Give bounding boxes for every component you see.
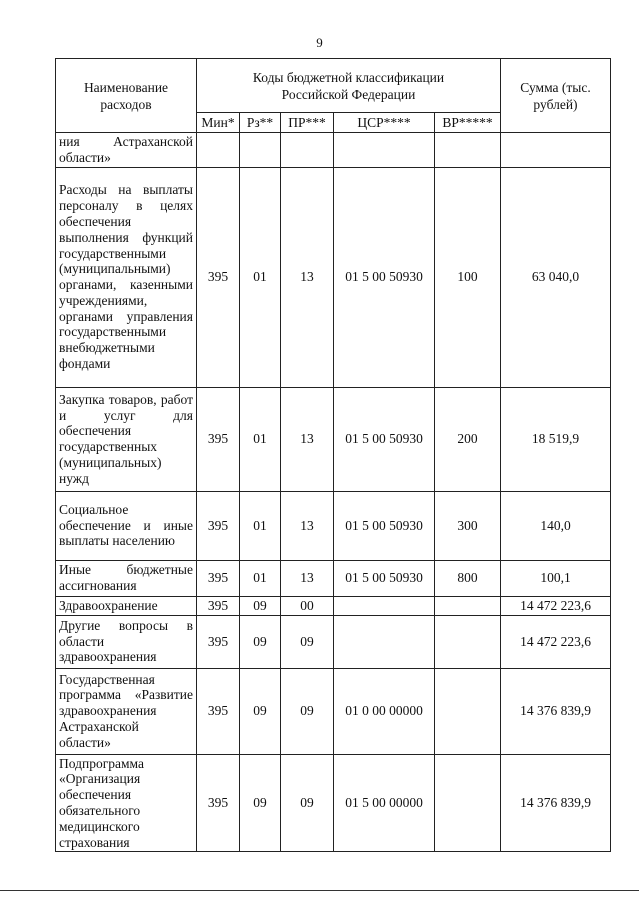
row-pr: 09 [281, 754, 334, 852]
header-min: Мин* [197, 113, 240, 133]
header-pr: ПР*** [281, 113, 334, 133]
table-row [56, 491, 611, 560]
row-amount: 14 376 839,9 [501, 754, 611, 852]
row-name: Расходы на выплаты персоналу в целях обеспечения выполнения функций государственными (муниципальными) органами, казенными учреждениями, органами управления государственными внебюджетными фондами [56, 167, 197, 387]
row-min: 395 [197, 615, 240, 668]
header-csr: ЦСР**** [334, 113, 435, 133]
row-rz: 01 [240, 491, 281, 560]
row-name: Другие вопросы в области здравоохранения [56, 615, 197, 668]
bottom-rule [0, 890, 639, 891]
row-amount: 14 472 223,6 [501, 596, 611, 615]
row-name: Закупка товаров, работ и услуг для обеспечения государственных (муниципальных) нужд [56, 387, 197, 491]
row-name: ния Астраханской области» [56, 133, 197, 168]
row-pr: 09 [281, 668, 334, 754]
row-rz: 09 [240, 668, 281, 754]
table-header [56, 59, 611, 133]
row-min: 395 [197, 560, 240, 596]
budget-table [55, 58, 611, 852]
row-amount [501, 133, 611, 168]
row-vr: 100 [435, 167, 501, 387]
row-csr: 01 5 00 50930 [334, 387, 435, 491]
row-vr [435, 615, 501, 668]
row-min: 395 [197, 387, 240, 491]
row-amount: 100,1 [501, 560, 611, 596]
row-rz: 01 [240, 560, 281, 596]
table-row [56, 596, 611, 615]
row-vr [435, 754, 501, 852]
row-amount: 14 376 839,9 [501, 668, 611, 754]
row-name: Государственная программа «Развитие здравоохранения Астраханской области» [56, 668, 197, 754]
row-pr: 13 [281, 560, 334, 596]
header-codes-group: Коды бюджетной классификации Российской Федерации [197, 59, 501, 113]
table-row [56, 668, 611, 754]
header-vr: ВР***** [435, 113, 501, 133]
row-rz: 01 [240, 167, 281, 387]
row-min: 395 [197, 491, 240, 560]
table-row [56, 387, 611, 491]
row-vr: 300 [435, 491, 501, 560]
row-vr: 200 [435, 387, 501, 491]
row-amount: 14 472 223,6 [501, 615, 611, 668]
row-csr [334, 596, 435, 615]
row-csr: 01 5 00 50930 [334, 167, 435, 387]
row-min: 395 [197, 668, 240, 754]
header-amount: Сумма (тыс. рублей) [501, 59, 611, 133]
row-vr [435, 596, 501, 615]
row-name: Здравоохранение [56, 596, 197, 615]
table-row [56, 560, 611, 596]
row-pr: 13 [281, 491, 334, 560]
row-min: 395 [197, 167, 240, 387]
page-number: 9 [316, 35, 323, 50]
table-row [56, 167, 611, 387]
row-amount: 63 040,0 [501, 167, 611, 387]
header-rz: Рз** [240, 113, 281, 133]
row-csr: 01 5 00 50930 [334, 560, 435, 596]
row-amount: 140,0 [501, 491, 611, 560]
row-vr [435, 668, 501, 754]
row-vr: 800 [435, 560, 501, 596]
header-name: Наименование расходов [56, 59, 197, 133]
row-csr: 01 5 00 50930 [334, 491, 435, 560]
row-name: Социальное обеспечение и иные выплаты населению [56, 491, 197, 560]
row-min [197, 133, 240, 168]
row-pr: 13 [281, 167, 334, 387]
row-csr [334, 133, 435, 168]
row-rz: 09 [240, 615, 281, 668]
row-vr [435, 133, 501, 168]
table-row [56, 754, 611, 852]
row-name: Подпрограмма «Организация обеспечения обязательного медицинского страхования [56, 754, 197, 852]
row-rz [240, 133, 281, 168]
row-pr: 09 [281, 615, 334, 668]
row-pr: 00 [281, 596, 334, 615]
row-rz: 01 [240, 387, 281, 491]
table-row [56, 615, 611, 668]
row-pr: 13 [281, 387, 334, 491]
row-rz: 09 [240, 754, 281, 852]
row-csr: 01 0 00 00000 [334, 668, 435, 754]
row-min: 395 [197, 754, 240, 852]
table-row [56, 133, 611, 168]
row-csr: 01 5 00 00000 [334, 754, 435, 852]
row-pr [281, 133, 334, 168]
row-amount: 18 519,9 [501, 387, 611, 491]
row-rz: 09 [240, 596, 281, 615]
row-csr [334, 615, 435, 668]
row-min: 395 [197, 596, 240, 615]
row-name: Иные бюджетные ассигнования [56, 560, 197, 596]
